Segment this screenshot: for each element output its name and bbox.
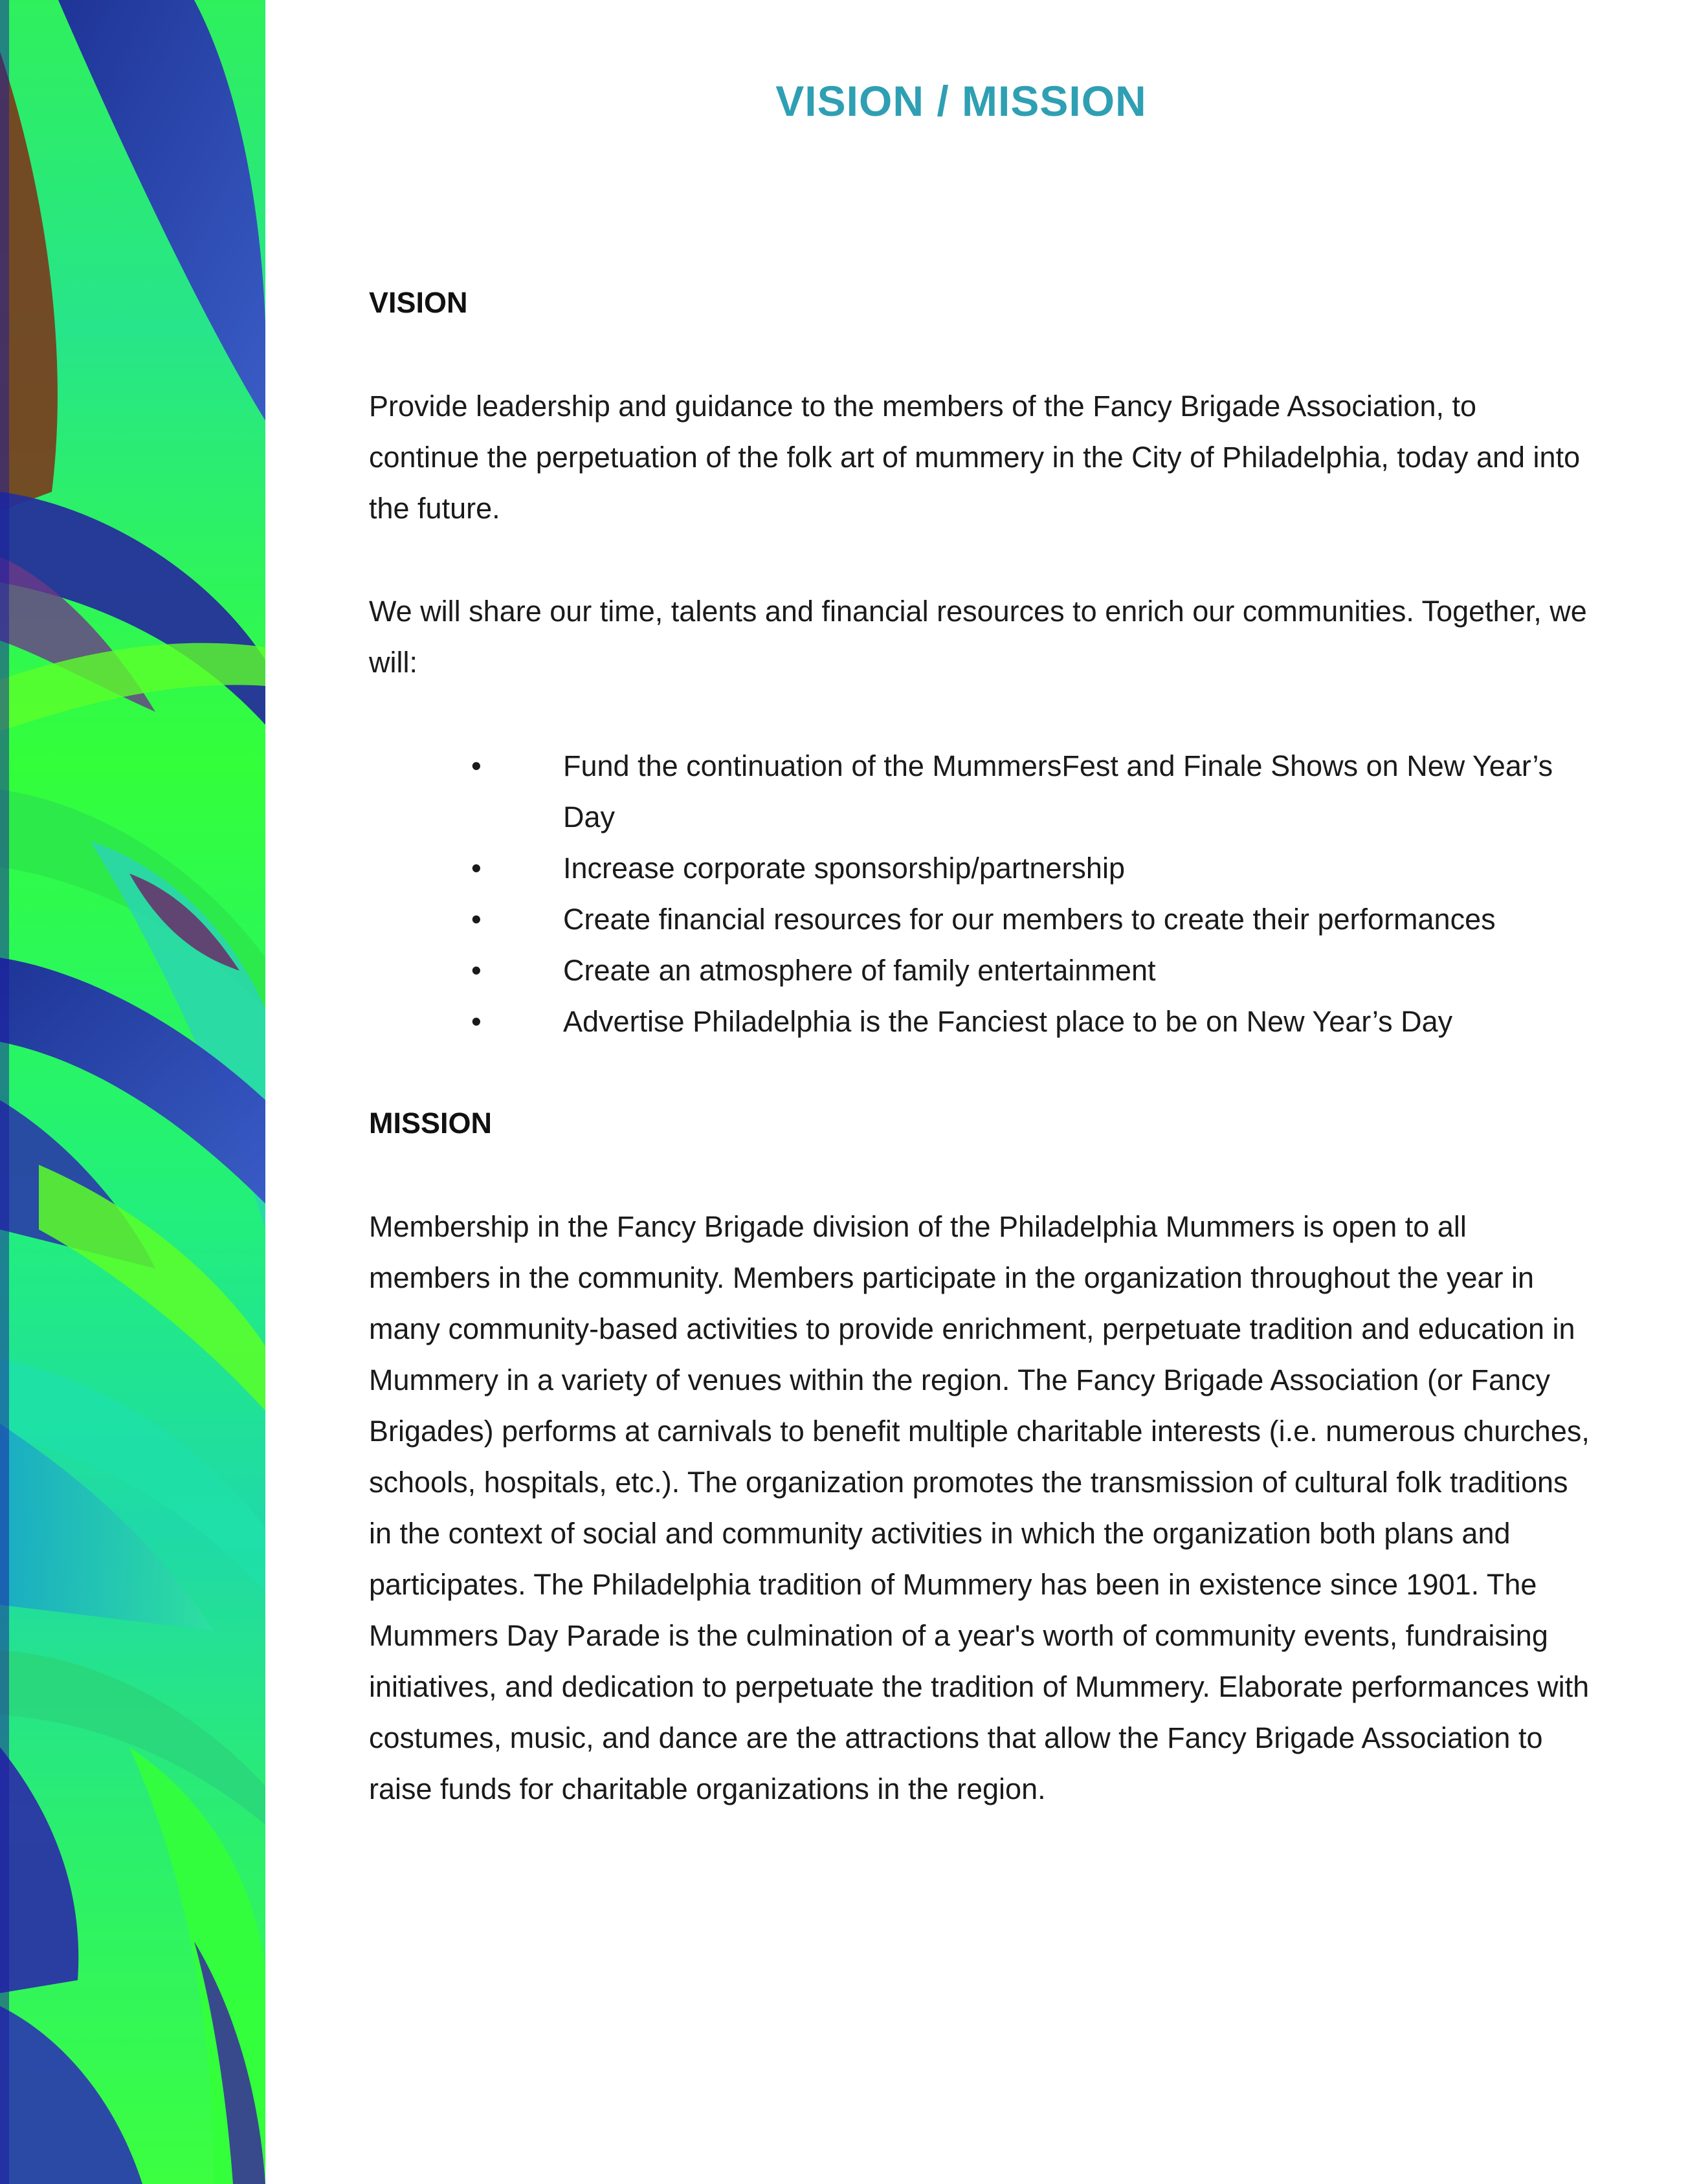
list-item-text: Create financial resources for our members to create their performances	[563, 903, 1496, 936]
document-body	[369, 0, 1599, 2184]
feather-decoration	[0, 0, 265, 2184]
list-item	[369, 740, 1586, 843]
vision-goals-list	[369, 740, 1599, 1047]
mission-paragraph: Membership in the Fancy Brigade division of the Philadelphia Mummers is open to all members in the community. Members participate in the organization throughout the year in many community-based activities to provide enrichment, perpetuate tradition and education in Mummery in a variety of venues within the region. The Fancy Brigade Association (or Fancy Brigades) performs at carnivals to benefit multiple charitable interests (i.e. numerous churches, schools, hospitals, etc.). The organization promotes the transmission of cultural folk traditions in the context of social and community activities in which the organization both plans and participates. The Philadelphia tradition of Mummery has been in existence since 1901. The Mummers Day Parade is the culmination of a year's worth of community events, fundraising initiatives, and dedication to perpetuate the tradition of Mummery. Elaborate performances with costumes, music, and dance are the attractions that allow the Fancy Brigade Association to raise funds for charitable organizations in the region.	[369, 1210, 1590, 1805]
list-item-text: Increase corporate sponsorship/partnership	[563, 852, 1125, 885]
list-item	[369, 843, 1586, 894]
feather-image	[0, 0, 265, 2184]
list-item	[369, 945, 1586, 996]
list-item-text: Fund the continuation of the MummersFest and Finale Shows on New Year’s Day	[563, 749, 1553, 833]
page-title: VISION / MISSION	[775, 77, 1147, 125]
bullet-icon: •	[471, 1005, 482, 1038]
bullet-icon: •	[471, 852, 482, 885]
list-item-text: Advertise Philadelphia is the Fanciest place to be on New Year’s Day	[563, 1005, 1453, 1038]
list-item	[369, 996, 1586, 1047]
vision-heading: VISION	[369, 286, 468, 319]
list-item-text: Create an atmosphere of family entertainment	[563, 954, 1156, 987]
list-item	[369, 894, 1586, 945]
vision-paragraph-2: We will share our time, talents and financial resources to enrich our communities. Together, we will:	[369, 595, 1587, 679]
bullet-icon: •	[471, 749, 482, 782]
mission-heading: MISSION	[369, 1107, 493, 1140]
bullet-icon: •	[471, 903, 482, 936]
bullet-icon: •	[471, 954, 482, 987]
vision-paragraph-1: Provide leadership and guidance to the members of the Fancy Brigade Association, to continue the perpetuation of the folk art of mummery in the City of Philadelphia, today and into the future.	[369, 390, 1581, 525]
